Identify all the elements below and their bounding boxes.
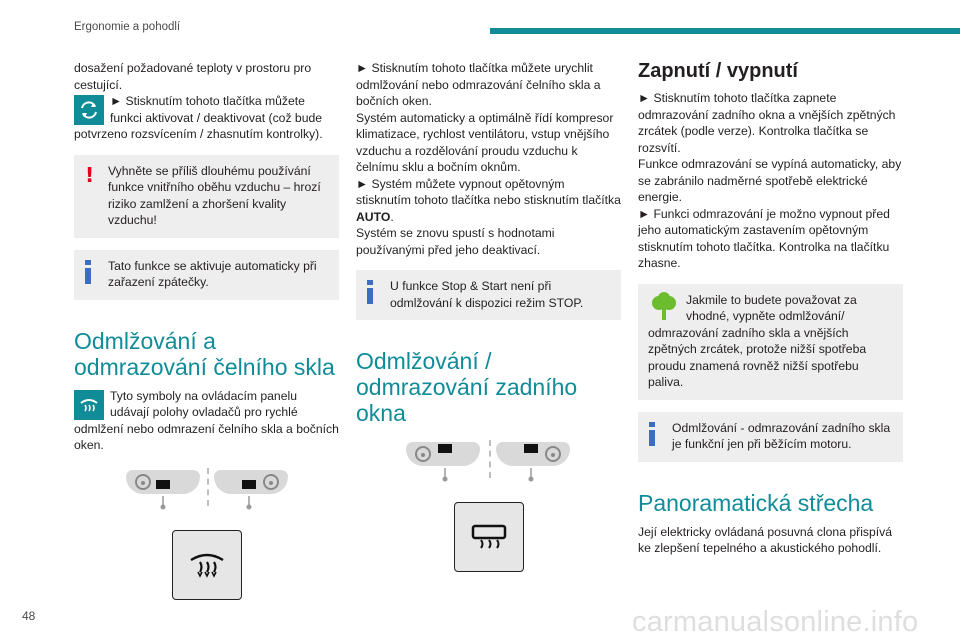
windscreen-paragraph: [74, 388, 339, 454]
info-note: [638, 412, 903, 462]
slider-indicator: [156, 480, 170, 489]
watermark: carmanualsonline.info: [632, 606, 919, 638]
paragraph: ► Stisknutím tohoto tlačítka můžete urychlit odmlžování nebo odmrazování čelního skla a bočních oken.: [356, 61, 601, 108]
vent-position-diagram: [356, 440, 621, 486]
recirculation-icon: [74, 95, 104, 125]
header-accent-bar: [490, 28, 960, 34]
tree-icon: [648, 292, 680, 322]
knob-icon: [244, 496, 254, 510]
paragraph: Systém se znovu spustí s hodnotami používanými před jeho deaktivací.: [356, 226, 555, 257]
rear-window-defrost-button[interactable]: [454, 502, 524, 572]
slider-indicator: [242, 480, 256, 489]
column-3: [638, 60, 903, 557]
steering-wheel-icon: [262, 473, 280, 491]
warning-icon: !: [85, 162, 95, 187]
warning-note: [74, 155, 339, 238]
info-text: Odmlžování - odmrazování zadního skla je funkční jen při běžícím motoru.: [672, 420, 891, 451]
knob-icon: [440, 468, 450, 482]
column-2: [356, 60, 621, 572]
steering-wheel-icon: [134, 473, 152, 491]
paragraph: Tyto symboly na ovládacím panelu udávají polohy ovladačů pro rychlé odmlžení nebo odmrazení čelního skla a bočních oken.: [74, 388, 339, 452]
steering-wheel-icon: [414, 445, 432, 463]
info-icon: [367, 280, 373, 304]
paragraph: dosažení požadované teploty v prostoru pro cestující.: [74, 61, 312, 92]
paragraph: ► Stisknutím tohoto tlačítka zapnete odmrazování zadního okna a vnějších zpětných zrcátek (podle verze). Kontrolka tlačítka se rozsvítí.: [638, 91, 896, 155]
eco-text: Jakmile to budete považovat za vhodné, vypněte odmlžování/ odmrazování zadního skla a vnějších zpětných zrcátek, protože nižší spotřeba proudu znamená rovněž nižší spotřebu paliva.: [648, 292, 867, 389]
left-vent-control: [126, 470, 200, 494]
info-note: [74, 250, 339, 300]
right-vent-control: [214, 470, 288, 494]
slider-indicator: [438, 444, 452, 453]
windscreen-defrost-icon: [187, 548, 227, 582]
divider: [207, 468, 209, 506]
section-title: Odmlžování a odmrazování čelního skla: [74, 327, 335, 380]
auto-label: AUTO: [356, 209, 391, 224]
left-vent-control: [406, 442, 480, 466]
column-1: [74, 60, 339, 600]
windscreen-defrost-button[interactable]: [172, 530, 242, 600]
info-text: U funkce Stop & Start není při odmlžování k dispozici režim STOP.: [390, 279, 584, 310]
steering-wheel-icon: [544, 445, 562, 463]
paragraph: ► Funkci odmrazování je možno vypnout před jeho automatickým zastavením opětovným stisknutím tohoto tlačítka. Kontrolka na tlačítku zhasne.: [638, 206, 890, 270]
paragraph: Funkce odmrazování se vypíná automaticky, aby se zabránilo nadměrné spotřebě elektrické energie.: [638, 157, 902, 204]
warning-text: Vyhněte se příliš dlouhému používání funkce vnitřního oběhu vzduchu – hrozí riziko zamlžení a zhoršení kvality vzduchu!: [108, 163, 321, 227]
paragraph: ► Stisknutím tohoto tlačítka můžete funkci aktivovat / deaktivovat (což bude potvrzeno rozsvícením / zhasnutím kontrolky).: [74, 94, 323, 141]
info-text: Tato funkce se aktivuje automaticky při zařazení zpátečky.: [108, 258, 317, 289]
text-span: ► Systém můžete vypnout opětovným stisknutím tohoto tlačítka nebo stisknutím tlačítka: [356, 176, 621, 207]
knob-icon: [158, 496, 168, 510]
paragraph: Systém automaticky a optimálně řídí kompresor klimatizace, rychlost ventilátoru, vstup vnějšího vzduchu a rozdělování proudu vzduchu k čelnímu sklu a bočním oknům.: [356, 110, 614, 174]
eco-note: [638, 284, 903, 400]
rear-window-defrost-icon: [470, 522, 508, 552]
text-span: .: [390, 209, 394, 224]
divider: [489, 440, 491, 478]
info-icon: [649, 422, 655, 446]
running-header: Ergonomie a pohodlí: [74, 21, 181, 33]
vent-position-diagram: [74, 468, 339, 514]
knob-icon: [526, 468, 536, 482]
right-vent-control: [496, 442, 570, 466]
section-title: Odmlžování / odmrazování zadního okna: [356, 348, 578, 426]
recirculation-paragraph: [74, 93, 339, 143]
page-number: 48: [22, 609, 36, 623]
windscreen-defrost-icon: [74, 390, 104, 420]
slider-indicator: [524, 444, 538, 453]
subsection-heading: Zapnutí / vypnutí: [638, 60, 798, 82]
paragraph: [356, 176, 621, 226]
info-icon: [85, 260, 91, 284]
info-note: [356, 270, 621, 320]
paragraph: Její elektricky ovládaná posuvná clona přispívá ke zlepšení tepelného a akustického pohodlí.: [638, 524, 893, 555]
section-title: Panoramatická střecha: [638, 489, 874, 516]
